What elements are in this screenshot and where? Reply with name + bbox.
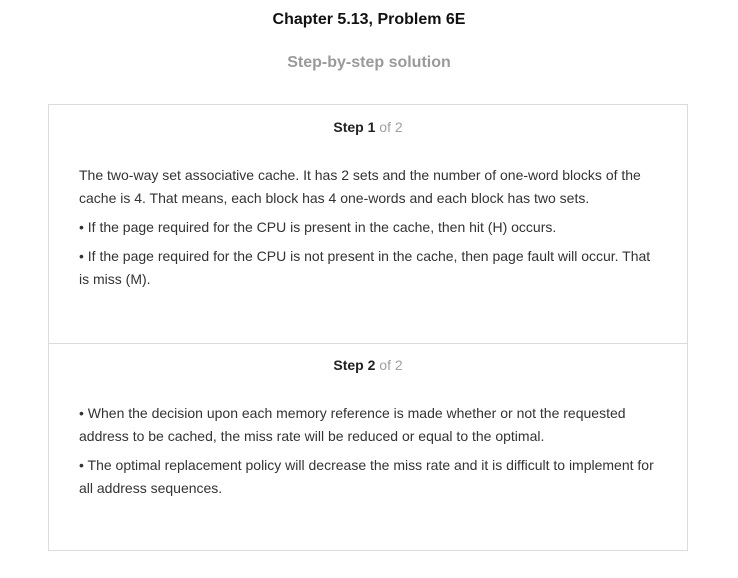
page-title: Chapter 5.13, Problem 6E [272, 11, 466, 28]
step-1-paragraph: • If the page required for the CPU is not present in the cache, then page fault will occur. That is miss (M). [79, 248, 651, 287]
step-1-number: 1 [367, 119, 376, 135]
step-1-header [49, 119, 687, 135]
solution-subtitle: Step-by-step solution [287, 54, 451, 71]
step-2-total: of 2 [379, 357, 403, 373]
step-2-label: Step [333, 357, 364, 373]
step-2-number: 2 [367, 357, 376, 373]
step-1-label: Step [333, 119, 364, 135]
step-1-paragraph: The two-way set associative cache. It has 2 sets and the number of one-word blocks of the cache is 4. That means, each block has 4 one-words and each block has two sets. [79, 167, 641, 206]
step-1-total: of 2 [379, 119, 403, 135]
step-2-paragraph: • The optimal replacement policy will decrease the miss rate and it is difficult to implement for all address sequences. [79, 457, 654, 496]
step-1-paragraph: • If the page required for the CPU is present in the cache, then hit (H) occurs. [79, 219, 557, 235]
step-1-body [79, 164, 654, 297]
step-2-header [49, 357, 687, 373]
step-2-body [79, 402, 654, 506]
step-2-paragraph: • When the decision upon each memory reference is made whether or not the requested address to be cached, the miss rate will be reduced or equal to the optimal. [79, 405, 626, 444]
